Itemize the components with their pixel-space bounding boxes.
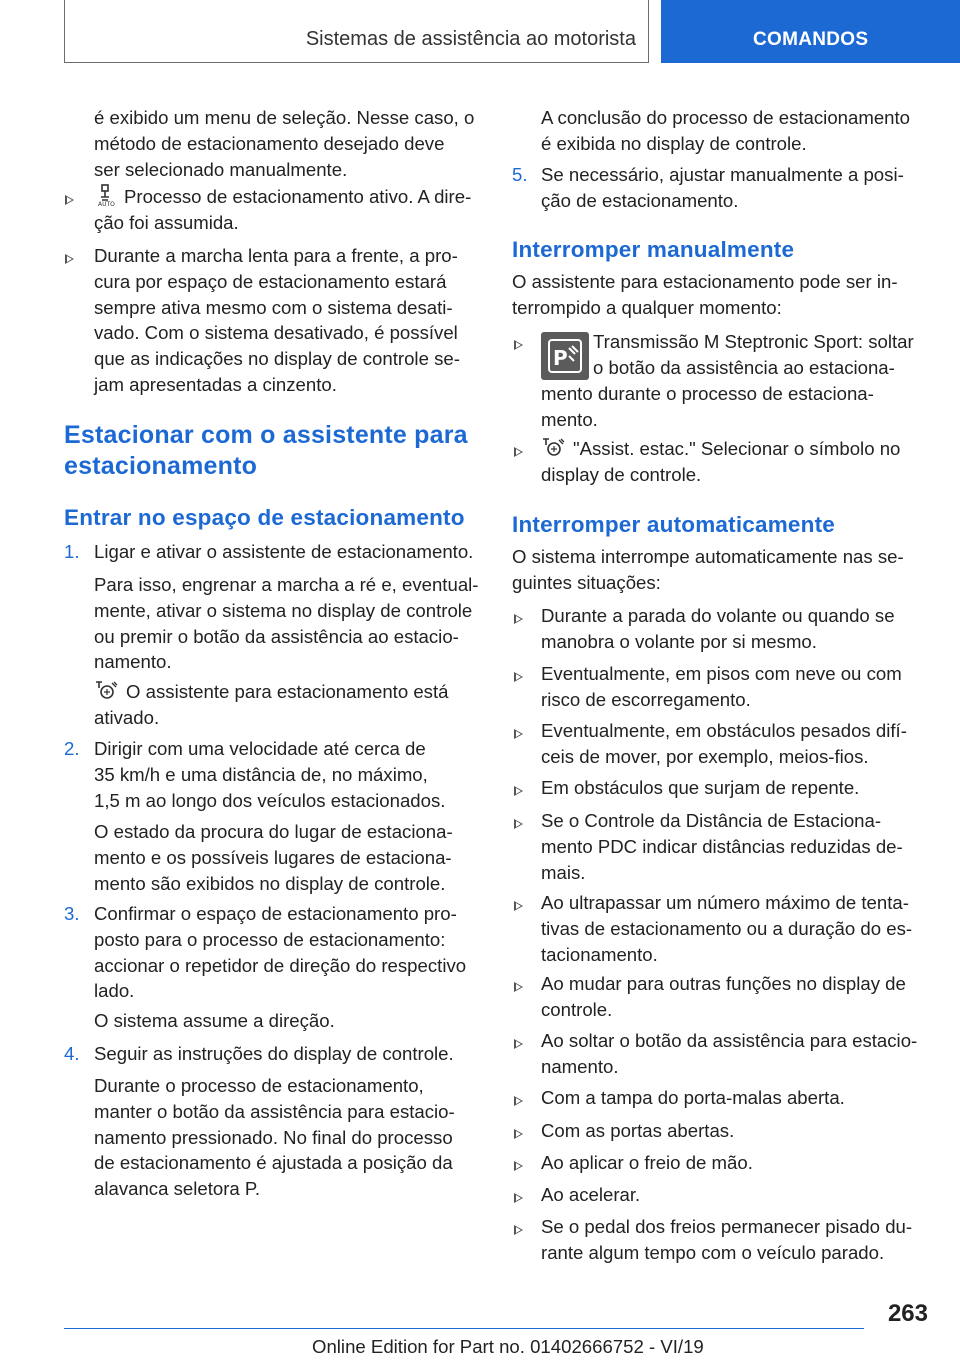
auto-interrupt-item: Ao mudar para outras funções no display de controle.	[541, 973, 906, 1020]
step-number: 2.	[64, 738, 80, 759]
bullet-search-active: Durante a marcha lenta para a frente, a pro- cura por espaço de estacionamento estará sempre ativa mesmo com o sistema desati- vado. Com o sistema desativado, é possível que as indicações no display de controle se- jam apresentadas a cinzento.	[94, 245, 460, 395]
auto-interrupt-item: Ao soltar o botão da assistência para estacio- namento.	[541, 1030, 918, 1077]
manual-bullet-steptronic: Transmissão M Steptronic Sport: soltar o botão da assistência ao estaciona-	[593, 331, 914, 378]
auto-interrupt-item: Com as portas abertas.	[541, 1120, 735, 1141]
parking-auto-icon	[94, 184, 116, 206]
bullet-parking-active: AUTO Processo de estacionamento ativo. A dire- ção foi assumida.	[94, 186, 472, 233]
auto-interrupt-item: Em obstáculos que surjam de repente.	[541, 777, 860, 798]
svg-text:P: P	[553, 346, 568, 370]
chapter-tab[interactable]	[661, 0, 960, 63]
bullet-triangle-icon	[514, 340, 523, 350]
page-number: 263	[887, 1300, 928, 1327]
subsection-heading: Entrar no espaço de estacionamento	[64, 505, 465, 530]
manual-bullet-steptronic-cont: mento durante o processo de estaciona- mento.	[541, 383, 874, 430]
bullet-triangle-icon	[65, 195, 74, 205]
parking-button-icon	[541, 332, 589, 380]
step-2-detail: O estado da procura do lugar de estaciona- mento e os possíveis lugares de estaciona- mento são exibidos no display de controle.	[94, 821, 453, 894]
bullet-triangle-icon	[514, 1096, 523, 1106]
auto-interrupt-item: Ao ultrapassar um número máximo de tenta- tivas de estacionamento ou a duração do es- tacionamento.	[541, 892, 913, 965]
subsection-heading-manual: Interromper manualmente	[512, 237, 795, 262]
parking-assistant-icon	[541, 436, 565, 458]
bullet-triangle-icon	[65, 254, 74, 264]
step-4-detail: Durante o processo de estacionamento, manter o botão da assistência para estacio- namento pressionado. No final do processo de estacionamento é ajustada a posição da alavanca seletora P.	[94, 1075, 455, 1200]
bullet-triangle-icon	[514, 672, 523, 682]
subsection-heading-auto: Interromper automaticamente	[512, 512, 835, 537]
parking-assistant-icon	[94, 679, 118, 701]
step-3: Confirmar o espaço de estacionamento pro- posto para o processo de estacionamento: accionar o repetidor de direção do respectivo lado.	[94, 903, 467, 1002]
step-number: 3.	[64, 903, 80, 924]
bullet-triangle-icon	[514, 614, 523, 624]
step-number: 1.	[64, 541, 80, 562]
bullet-triangle-icon	[514, 1193, 523, 1203]
step-number: 4.	[64, 1043, 80, 1064]
bullet-triangle-icon	[514, 447, 523, 457]
step-5: Se necessário, ajustar manualmente a posi- ção de estacionamento.	[541, 164, 904, 211]
step-4-continued: A conclusão do processo de estacionamento é exibida no display de controle.	[541, 107, 911, 154]
auto-interrupt-item: Durante a parada do volante ou quando se manobra o volante por si mesmo.	[541, 605, 895, 652]
auto-interrupt-item: Se o pedal dos freios permanecer pisado du- rante algum tempo com o veículo parado.	[541, 1216, 913, 1263]
step-1: Ligar e ativar o assistente de estacionamento.	[94, 541, 474, 562]
step-1-detail: Para isso, engrenar a marcha a ré e, eventual- mente, ativar o sistema no display de controle ou premir o botão da assistência ao estacio- namento.	[94, 574, 479, 673]
step-number: 5.	[512, 164, 528, 185]
bullet-triangle-icon	[514, 1129, 523, 1139]
step-4: Seguir as instruções do display de controle.	[94, 1043, 454, 1064]
auto-interrupt-item: Se o Controle da Distância de Estaciona- mento PDC indicar distâncias reduzidas de- mais.	[541, 810, 903, 883]
step-3-detail: O sistema assume a direção.	[94, 1010, 335, 1031]
bullet-triangle-icon	[514, 901, 523, 911]
bullet-triangle-icon	[514, 982, 523, 992]
step-1-icon-note: O assistente para estacionamento está ativado.	[94, 681, 449, 728]
bullet-triangle-icon	[514, 1039, 523, 1049]
auto-interrupt-item: Ao acelerar.	[541, 1184, 641, 1205]
auto-intro: O sistema interrompe automaticamente nas se- guintes situações:	[512, 546, 904, 593]
footer-divider	[64, 1328, 864, 1329]
chapter-tab-label: COMANDOS	[753, 29, 869, 50]
auto-interrupt-item: Ao aplicar o freio de mão.	[541, 1152, 753, 1173]
step-2: Dirigir com uma velocidade até cerca de 35 km/h e uma distância de, no máximo, 1,5 m ao longo dos veículos estacionados.	[94, 738, 446, 811]
section-title: Sistemas de assistência ao motorista	[305, 28, 636, 50]
section-title-box	[64, 0, 649, 63]
bullet-triangle-icon	[514, 1161, 523, 1171]
bullet-triangle-icon	[514, 1225, 523, 1235]
edition-footer: Online Edition for Part no. 01402666752 - VI/19	[312, 1336, 704, 1357]
bullet-triangle-icon	[514, 819, 523, 829]
manual-intro: O assistente para estacionamento pode ser in- terrompido a qualquer momento:	[512, 271, 898, 318]
auto-interrupt-item: Eventualmente, em obstáculos pesados difí- ceis de mover, por exemplo, meios-fios.	[541, 720, 907, 767]
auto-interrupt-item: Com a tampa do porta-malas aberta.	[541, 1087, 845, 1108]
bullet-triangle-icon	[514, 786, 523, 796]
bullet-triangle-icon	[514, 729, 523, 739]
manual-bullet-display: "Assist. estac." Selecionar o símbolo no display de controle.	[541, 438, 901, 485]
section-heading: Estacionar com o assistente para estacionamento	[64, 421, 468, 480]
intro-text: é exibido um menu de seleção. Nesse caso, o método de estacionamento desejado deve ser selecionado manualmente.	[94, 107, 475, 180]
svg-text:AUTO: AUTO	[98, 201, 115, 206]
auto-interrupt-item: Eventualmente, em pisos com neve ou com risco de escorregamento.	[541, 663, 902, 710]
page-header	[0, 0, 960, 66]
